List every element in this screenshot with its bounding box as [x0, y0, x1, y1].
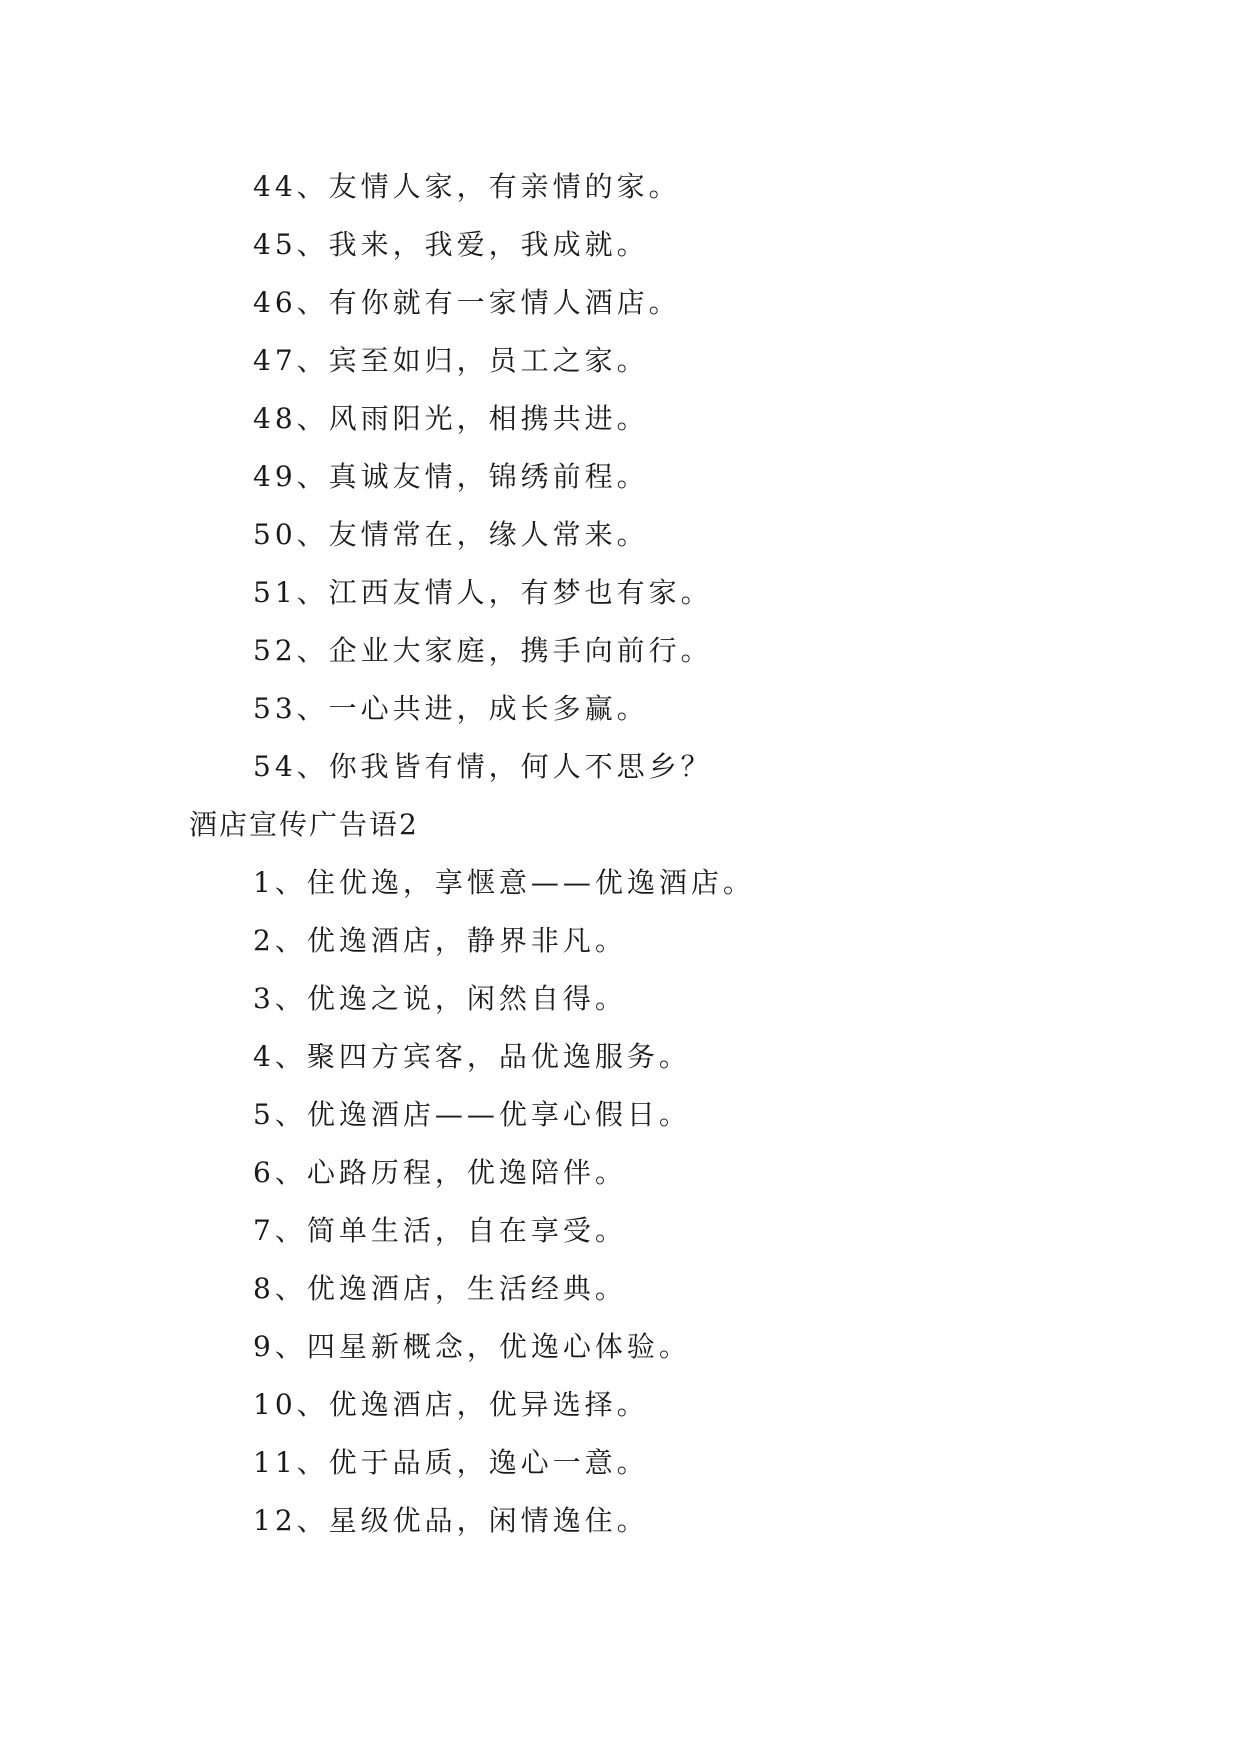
list-item: 11、优于品质，逸心一意。 [253, 1446, 649, 1479]
list-item: 5、优逸酒店——优享心假日。 [253, 1098, 691, 1131]
list-item: 46、有你就有一家情人酒店。 [253, 286, 681, 319]
document-body [0, 158, 1241, 1550]
list-item: 48、风雨阳光，相携共进。 [253, 402, 649, 435]
list-item: 49、真诚友情，锦绣前程。 [253, 460, 649, 493]
list-item: 51、江西友情人，有梦也有家。 [253, 576, 713, 609]
list-item: 45、我来，我爱，我成就。 [253, 228, 649, 261]
list-item: 8、优逸酒店，生活经典。 [253, 1272, 627, 1305]
list-item: 3、优逸之说，闲然自得。 [253, 982, 627, 1015]
list-item: 6、心路历程，优逸陪伴。 [253, 1156, 627, 1189]
list-item: 52、企业大家庭，携手向前行。 [253, 634, 713, 667]
list-item: 2、优逸酒店，静界非凡。 [253, 924, 627, 957]
list-item: 12、星级优品，闲情逸住。 [253, 1504, 649, 1537]
list-item: 53、一心共进，成长多赢。 [253, 692, 649, 725]
list-item: 10、优逸酒店，优异选择。 [253, 1388, 649, 1421]
list-item: 1、住优逸，享惬意——优逸酒店。 [253, 866, 755, 899]
list-item: 4、聚四方宾客，品优逸服务。 [253, 1040, 691, 1073]
list-item: 9、四星新概念，优逸心体验。 [253, 1330, 691, 1363]
list-item: 54、你我皆有情，何人不思乡？ [253, 750, 713, 783]
list-item: 7、简单生活，自在享受。 [253, 1214, 627, 1247]
list-item: 50、友情常在，缘人常来。 [253, 518, 649, 551]
list-item: 44、友情人家，有亲情的家。 [253, 170, 681, 203]
section-heading: 酒店宣传广告语2 [189, 808, 419, 841]
list-item: 47、宾至如归，员工之家。 [253, 344, 649, 377]
